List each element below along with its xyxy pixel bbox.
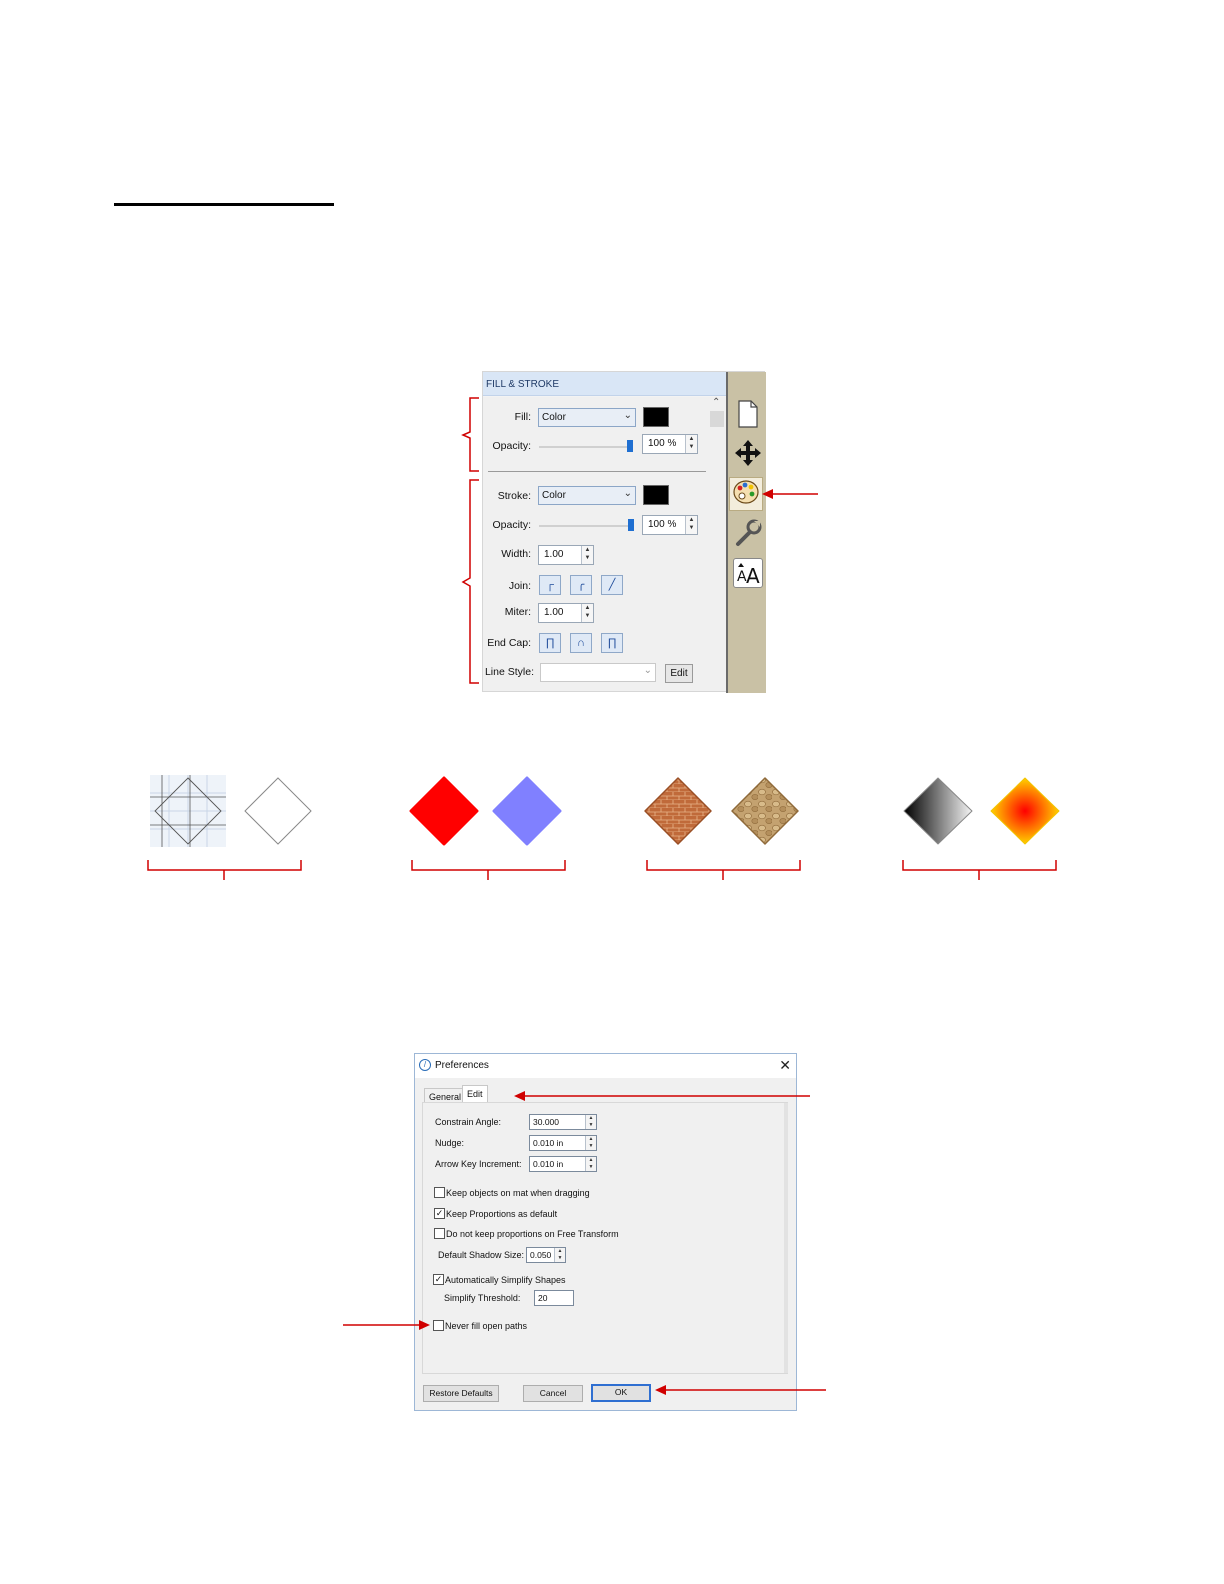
svg-text:A: A — [746, 564, 760, 587]
spinner-arrows-icon[interactable]: ▲ ▼ — [585, 1115, 596, 1129]
no-keep-proportions-checkbox[interactable] — [434, 1228, 445, 1239]
width-label: Width: — [501, 548, 531, 560]
arrow-key-label: Arrow Key Increment: — [435, 1159, 522, 1169]
radial-gradient-diamond — [989, 776, 1061, 846]
grid-lines — [150, 775, 226, 847]
line-style-edit-button[interactable]: Edit — [665, 664, 693, 683]
stroke-type-value: Color — [542, 490, 566, 501]
tab-edit[interactable]: Edit — [462, 1085, 488, 1103]
edit-tab-pane — [422, 1102, 788, 1374]
palette-icon[interactable] — [729, 477, 763, 511]
brick-pattern-diamond — [643, 776, 713, 846]
close-icon[interactable]: ✕ — [779, 1057, 791, 1073]
fill-label: Fill: — [514, 411, 531, 423]
dialog-titlebar — [415, 1054, 796, 1078]
move-icon[interactable] — [733, 439, 763, 469]
keep-on-mat-checkbox[interactable] — [434, 1187, 445, 1198]
simplify-threshold-input[interactable] — [534, 1290, 574, 1306]
fill-section-bracket — [455, 396, 481, 474]
no-keep-proportions-label: Do not keep proportions on Free Transform — [446, 1229, 619, 1239]
grid-background — [150, 775, 226, 847]
miter-value: 1.00 — [544, 607, 564, 618]
fill-opacity-label: Opacity: — [492, 440, 531, 452]
unfilled-diamond — [243, 776, 313, 846]
line-style-select[interactable] — [540, 663, 656, 682]
edit-tab-pointer-arrow — [512, 1088, 812, 1104]
group-bracket-color — [410, 858, 568, 882]
cancel-button[interactable]: Cancel — [523, 1385, 583, 1402]
keep-proportions-checkbox[interactable]: ✓ — [435, 1208, 444, 1218]
fill-color-swatch[interactable] — [643, 407, 669, 427]
tool-sidebar — [726, 372, 766, 693]
wrench-icon[interactable] — [733, 519, 763, 549]
bevel-join-button[interactable]: ╱ — [601, 575, 623, 595]
panel-scrollbar[interactable] — [708, 397, 726, 691]
miter-join-button[interactable]: ┌ — [539, 575, 561, 595]
fill-opacity-track — [539, 446, 631, 448]
panel-title: FILL & STROKE — [486, 379, 559, 390]
round-cap-button[interactable]: ∩ — [570, 633, 592, 653]
miter-spinner[interactable] — [538, 603, 594, 623]
auto-simplify-checkbox[interactable]: ✓ — [434, 1274, 443, 1284]
stroke-color-swatch[interactable] — [643, 485, 669, 505]
arrow-key-value: 0.010 in — [533, 1159, 564, 1169]
spinner-arrows-icon[interactable]: ▲ ▼ — [581, 546, 593, 564]
restore-defaults-button[interactable]: Restore Defaults — [423, 1385, 499, 1402]
group-bracket-pattern — [645, 858, 803, 882]
section-divider — [488, 471, 706, 472]
keep-on-mat-label: Keep objects on mat when dragging — [446, 1188, 590, 1198]
panel-header — [483, 372, 726, 396]
miter-label: Miter: — [504, 606, 531, 618]
ok-button[interactable]: OK — [591, 1384, 651, 1402]
never-fill-label: Never fill open paths — [445, 1321, 528, 1331]
line-style-label: Line Style: — [484, 666, 534, 678]
nudge-input[interactable] — [529, 1135, 597, 1151]
palette-pointer-arrow — [760, 486, 820, 502]
stroke-label: Stroke: — [497, 490, 531, 502]
tab-general[interactable]: General — [424, 1088, 466, 1105]
chevron-down-icon: ⌄ — [643, 665, 652, 676]
constrain-angle-input[interactable] — [529, 1114, 597, 1130]
stroke-section-bracket — [455, 478, 481, 686]
fill-type-value: Color — [542, 412, 566, 423]
fill-type-select[interactable] — [538, 408, 636, 427]
preferences-dialog — [414, 1053, 797, 1411]
simplify-threshold-value: 20 — [538, 1293, 548, 1303]
stroke-opacity-slider[interactable] — [628, 519, 634, 531]
shadow-size-label: Default Shadow Size: — [438, 1250, 525, 1260]
dialog-title: Preferences — [435, 1060, 489, 1071]
keep-proportions-label: Keep Proportions as default — [446, 1209, 558, 1219]
stroke-opacity-label: Opacity: — [492, 519, 531, 531]
square-cap-button[interactable]: ∏ — [601, 633, 623, 653]
text-size-icon[interactable] — [733, 558, 763, 588]
end-cap-label: End Cap: — [487, 637, 531, 649]
group-bracket-gradient — [901, 858, 1059, 882]
scroll-thumb[interactable] — [710, 411, 724, 427]
shadow-size-value: 0.050 — [530, 1250, 552, 1260]
arrow-key-input[interactable] — [529, 1156, 597, 1172]
page-icon[interactable] — [733, 400, 763, 430]
width-spinner[interactable] — [538, 545, 594, 565]
app-icon: / — [419, 1059, 431, 1071]
fill-opacity-slider[interactable] — [627, 440, 633, 452]
fill-opacity-spinner[interactable] — [642, 434, 698, 454]
red-diamond — [409, 776, 479, 846]
spinner-arrows-icon[interactable]: ▲ ▼ — [685, 435, 697, 453]
linear-gradient-diamond — [902, 776, 974, 846]
spinner-arrows-icon[interactable]: ▲ ▼ — [554, 1248, 565, 1262]
stroke-opacity-spinner[interactable] — [642, 515, 698, 535]
constrain-angle-value: 30.000 — [533, 1117, 559, 1127]
stroke-opacity-value: 100 % — [648, 519, 677, 530]
width-value: 1.00 — [544, 549, 564, 560]
nudge-value: 0.010 in — [533, 1138, 564, 1148]
ok-pointer-arrow — [653, 1382, 828, 1398]
nudge-label: Nudge: — [435, 1138, 465, 1148]
constrain-angle-label: Constrain Angle: — [435, 1117, 502, 1127]
svg-text:A: A — [737, 569, 747, 585]
never-fill-pointer-arrow — [342, 1317, 432, 1333]
never-fill-checkbox[interactable] — [433, 1320, 444, 1331]
stroke-type-select[interactable] — [538, 486, 636, 505]
stone-pattern-diamond — [730, 776, 800, 846]
panel-body — [483, 397, 708, 691]
join-label: Join: — [508, 580, 531, 592]
heading-underline — [114, 203, 334, 206]
stroke-opacity-track — [539, 525, 631, 527]
spinner-arrows-icon[interactable]: ▲ ▼ — [685, 516, 697, 534]
shadow-size-input[interactable] — [526, 1247, 566, 1263]
simplify-threshold-label: Simplify Threshold: — [444, 1293, 521, 1303]
auto-simplify-label: Automatically Simplify Shapes — [445, 1275, 566, 1285]
butt-cap-button[interactable]: ∏ — [539, 633, 561, 653]
periwinkle-diamond — [492, 776, 562, 846]
group-bracket-no-fill — [146, 858, 304, 882]
chevron-down-icon: ⌄ — [623, 410, 632, 421]
scroll-up-icon[interactable]: ⌃ — [712, 397, 721, 408]
spinner-arrows-icon[interactable]: ▲ ▼ — [585, 1136, 596, 1150]
spinner-arrows-icon[interactable]: ▲ ▼ — [585, 1157, 596, 1171]
chevron-down-icon: ⌄ — [623, 488, 632, 499]
dialog-scrollbar[interactable] — [784, 1103, 788, 1373]
spinner-arrows-icon[interactable]: ▲ ▼ — [581, 604, 593, 622]
fill-stroke-panel — [482, 371, 765, 692]
fill-opacity-value: 100 % — [648, 438, 677, 449]
round-join-button[interactable]: ╭ — [570, 575, 592, 595]
